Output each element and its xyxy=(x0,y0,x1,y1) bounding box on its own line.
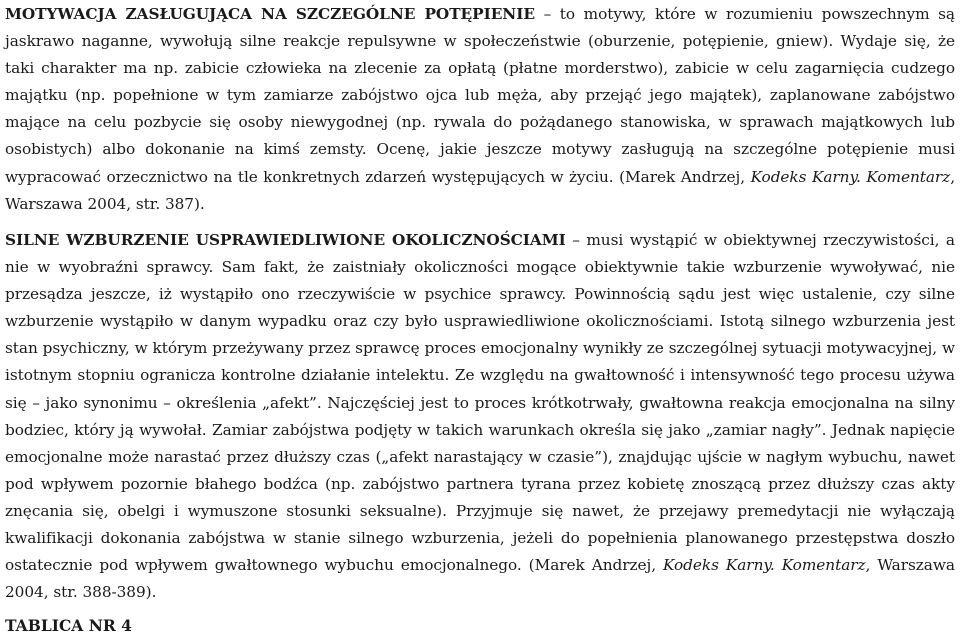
definition-paragraph-wzburzenie xyxy=(5,227,955,606)
table-heading: TABLICA NR 4 xyxy=(5,616,132,635)
citation-tail: , Warszawa 2004, str. 388-389). xyxy=(5,556,955,602)
definition-body: – musi wystąpić w obiektywnej rzeczywistości, a nie w wyobraźni sprawcy. Sam fakt, że zaistniały okoliczności mogące obiektywnie takie wzburzenie wywoływać, nie przesądza jeszcze, iż wystąpiło ono rzeczywiście w psychice sprawcy. Powinnością sądu jest więc ustalenie, czy silne wzburzenie wystąpiło w danym wypadku oraz czy było usprawiedliwione okolicznościami. Istotą silnego wzburzenia jest stan psychiczny, w którym przeżywany przez sprawcę proces emocjonalny wynikły ze szczególnej sytuacji motywacyjnej, w istotnym stopniu ogranicza kontrolne działanie intelektu. Ze względu na gwałtowność i intensywność tego procesu używa się – jako synonimu – określenia „afekt”. Najczęściej jest to proces krótkotrwały, gwałtowna reakcja emocjonalna na silny bodziec, który ją wywołał. Zamiar zabójstwa podjęty w takich warunkach określa się jako „zamiar nagły”. Jednak napięcie emocjonalne może narastać przez dłuższy czas („afekt narastający w czasie”), znajdując ujście w nagłym wybuchu, nawet pod wpływem pozornie błahego bodźca (np. zabójstwo partnera tyrana przez kobietę znoszącą przez dłuższy czas akty znęcania się, obelgi i wymuszone stosunki seksualne). Przyjmuje się nawet, że przejawy premedytacji nie wyłączają kwalifikacji dokonania zabójstwa w stanie silnego wzburzenia, jeżeli do popełnienia planowanego przestępstwa doszło ostatecznie pod wpływem gwałtownego wybuchu emocjonalnego. (Marek Andrzej, xyxy=(5,231,956,575)
definition-term: SILNE WZBURZENIE USPRAWIEDLIWIONE OKOLICZNOŚCIAMI xyxy=(5,231,566,249)
citation-tail: , Warszawa 2004, str. 387). xyxy=(5,167,955,213)
citation-title: Kodeks Karny. Komentarz xyxy=(750,167,951,186)
citation-title: Kodeks Karny. Komentarz xyxy=(663,556,866,575)
definition-term: MOTYWACJA ZASŁUGUJĄCA NA SZCZEGÓLNE POTĘPIENIE xyxy=(5,5,535,23)
definition-paragraph-motywacja xyxy=(5,1,955,218)
definition-body: – to motywy, które w rozumieniu powszechnym są jaskrawo naganne, wywołują silne reakcje repulsywne w społeczeństwie (oburzenie, potępienie, gniew). Wydaje się, że taki charakter ma np. zabicie człowieka na zlecenie za opłatą (płatne morderstwo), zabicie w celu zagarnięcia cudzego majątku (np. popełnione w tym zamiarze zabójstwo ojca lub męża, aby przejąć jego majątek), zaplanowane zabójstwo mające na celu pozbycie się osoby niewygodnej (np. rywala do pożądanego stanowiska, w sprawach majątkowych lub osobistych) albo dokonanie na kimś zemsty. Ocenę, jakie jeszcze motywy zasługują na szczególne potępienie musi wypracować orzecznictwo na tle konkretnych zdarzeń występujących w życiu. (Marek Andrzej, xyxy=(5,5,956,186)
